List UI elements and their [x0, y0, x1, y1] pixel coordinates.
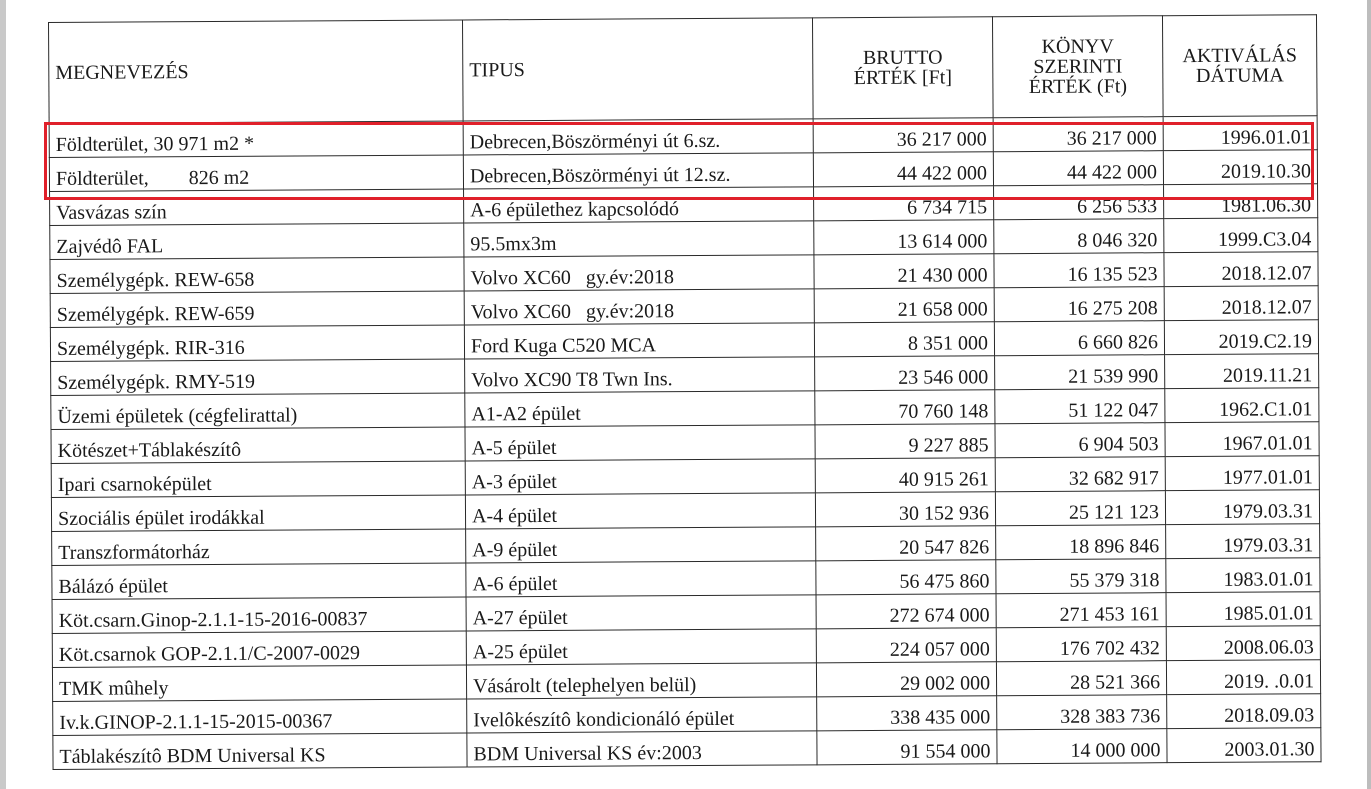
- cell-name: Személygépk. REW-658: [50, 257, 464, 294]
- cell-book-value: 28 521 366: [996, 661, 1166, 696]
- red-highlight-box: [44, 122, 1314, 200]
- table-row: [53, 728, 1321, 770]
- cell-name: Ipari csarnoképület: [51, 461, 465, 498]
- cell-activation-date: 1996.01.01: [1163, 116, 1317, 151]
- cell-activation-date: 1983.01.01: [1166, 558, 1320, 593]
- cell-name: Üzemi épületek (cégfelirattal): [51, 393, 465, 430]
- cell-type: A-9 épület: [466, 527, 816, 563]
- cell-book-value: 32 682 917: [995, 457, 1165, 492]
- cell-name: TMK mûhely: [52, 665, 466, 702]
- cell-gross-value: 30 152 936: [815, 492, 995, 527]
- cell-name: Transzformátorház: [52, 529, 466, 566]
- header-date-line-2: DÁTUMA: [1195, 64, 1284, 87]
- cell-gross-value: 224 057 000: [816, 628, 996, 663]
- header-type: TIPUS: [462, 18, 813, 121]
- header-name: MEGNEVEZÉS: [49, 20, 464, 124]
- cell-book-value: 14 000 000: [997, 729, 1167, 764]
- cell-gross-value: 29 002 000: [816, 662, 996, 697]
- header-gross-line-2: ÉRTÉK [Ft]: [853, 66, 953, 90]
- cell-gross-value: 40 915 261: [815, 458, 995, 493]
- cell-type: Vásárolt (telephelyen belül): [466, 663, 816, 699]
- cell-book-value: 18 896 846: [996, 525, 1166, 560]
- cell-type: Volvo XC90 T8 Twn Ins.: [465, 357, 815, 393]
- cell-gross-value: 70 760 148: [815, 390, 995, 425]
- cell-type: Ford Kuga C520 MCA: [464, 323, 814, 359]
- cell-book-value: 51 122 047: [995, 389, 1165, 424]
- cell-gross-value: 36 217 000: [813, 118, 993, 153]
- header-book-line-3: ÉRTÉK (Ft): [1028, 75, 1128, 99]
- cell-book-value: 21 539 990: [995, 355, 1165, 390]
- cell-type: Debrecen,Böszörményi út 12.sz.: [463, 153, 813, 189]
- cell-book-value: 176 702 432: [996, 627, 1166, 662]
- cell-type: 95.5mx3m: [464, 221, 814, 257]
- cell-name: Táblakészítô BDM Universal KS: [53, 733, 467, 770]
- cell-book-value: 271 453 161: [996, 593, 1166, 628]
- cell-name: Vasvázas szín: [50, 189, 464, 226]
- cell-gross-value: 338 435 000: [817, 696, 997, 731]
- cell-name: Bálázó épület: [52, 563, 466, 600]
- cell-activation-date: 1977.01.01: [1165, 456, 1319, 491]
- cell-gross-value: 8 351 000: [814, 322, 994, 357]
- cell-activation-date: 2019.10.30: [1163, 150, 1317, 185]
- cell-type: A-4 épület: [465, 493, 815, 529]
- cell-gross-value: 272 674 000: [816, 594, 996, 629]
- cell-activation-date: 2018.12.07: [1164, 286, 1318, 321]
- cell-name: Köt.csarn.Ginop-2.1.1-15-2016-00837: [52, 597, 466, 634]
- cell-gross-value: 91 554 000: [817, 730, 997, 765]
- cell-activation-date: 1999.C3.04: [1164, 218, 1318, 253]
- cell-book-value: 8 046 320: [994, 219, 1164, 254]
- cell-type: Debrecen,Böszörményi út 6.sz.: [463, 119, 813, 155]
- cell-activation-date: 2008.06.03: [1166, 626, 1320, 661]
- cell-activation-date: 2018.09.03: [1167, 694, 1321, 729]
- header-activation-date: [1162, 15, 1317, 117]
- cell-book-value: 6 660 826: [994, 321, 1164, 356]
- cell-name: Iv.k.GINOP-2.1.1-15-2015-00367: [53, 699, 467, 736]
- cell-type: A-25 épület: [466, 629, 816, 665]
- cell-name: Földterület, 30 971 m2 *: [49, 121, 463, 158]
- cell-type: A-5 épület: [465, 425, 815, 461]
- cell-name: Személygépk. RMY-519: [51, 359, 465, 396]
- cell-name: Személygépk. RIR-316: [50, 325, 464, 362]
- cell-activation-date: 1967.01.01: [1165, 422, 1319, 457]
- cell-name: Zajvédô FAL: [50, 223, 464, 260]
- cell-activation-date: 2019.11.21: [1165, 354, 1319, 389]
- header-book-line-1: KÖNYV: [1041, 35, 1114, 58]
- cell-book-value: 6 256 533: [994, 185, 1164, 220]
- ledger-body: [49, 116, 1321, 770]
- cell-type: A-3 épület: [465, 459, 815, 495]
- cell-activation-date: 2003.01.30: [1167, 728, 1321, 763]
- cell-book-value: 55 379 318: [996, 559, 1166, 594]
- cell-name: Köt.csarnok GOP-2.1.1/C-2007-0029: [52, 631, 466, 668]
- cell-book-value: 44 422 000: [993, 151, 1163, 186]
- cell-gross-value: 13 614 000: [814, 220, 994, 255]
- cell-type: BDM Universal KS év:2003: [467, 731, 817, 767]
- cell-type: A-6 épület: [466, 561, 816, 597]
- header-gross-value: [812, 17, 993, 119]
- cell-gross-value: 9 227 885: [815, 424, 995, 459]
- cell-gross-value: 6 734 715: [814, 186, 994, 221]
- cell-name: Kötészet+Táblakészítô: [51, 427, 465, 464]
- cell-activation-date: 1979.03.31: [1166, 524, 1320, 559]
- cell-book-value: 25 121 123: [995, 491, 1165, 526]
- header-gross-line-1: BRUTTO: [862, 46, 943, 70]
- cell-book-value: 16 275 208: [994, 287, 1164, 322]
- header-row: [49, 15, 1318, 124]
- cell-name: Földterület, 826 m2: [49, 155, 463, 192]
- cell-type: A-6 épülethez kapcsolódó: [464, 187, 814, 223]
- cell-name: Személygépk. REW-659: [50, 291, 464, 328]
- cell-gross-value: 20 547 826: [816, 526, 996, 561]
- cell-activation-date: 1985.01.01: [1166, 592, 1320, 627]
- cell-activation-date: 1979.03.31: [1165, 490, 1319, 525]
- cell-gross-value: 21 658 000: [814, 288, 994, 323]
- cell-type: Volvo XC60 gy.év:2018: [464, 255, 814, 291]
- cell-activation-date: 2018.12.07: [1164, 252, 1318, 287]
- cell-activation-date: 1981.06.30: [1164, 184, 1318, 219]
- cell-type: Ivelôkészítô kondicionáló épület: [467, 697, 817, 733]
- cell-type: A1-A2 épület: [465, 391, 815, 427]
- header-book-value: [992, 16, 1163, 118]
- cell-type: Volvo XC60 gy.év:2018: [464, 289, 814, 325]
- cell-activation-date: 2019. .0.01: [1166, 660, 1320, 695]
- cell-gross-value: 21 430 000: [814, 254, 994, 289]
- header-date-line-1: AKTIVÁLÁS: [1182, 44, 1298, 68]
- cell-type: A-27 épület: [466, 595, 816, 631]
- cell-book-value: 16 135 523: [994, 253, 1164, 288]
- cell-gross-value: 23 546 000: [815, 356, 995, 391]
- cell-book-value: 36 217 000: [993, 117, 1163, 152]
- cell-gross-value: 44 422 000: [813, 152, 993, 187]
- scan-right-edge: [1367, 0, 1371, 789]
- cell-book-value: 328 383 736: [997, 695, 1167, 730]
- scan-left-edge: [0, 0, 6, 789]
- header-book-line-2: SZERINTI: [1033, 55, 1123, 78]
- cell-gross-value: 56 475 860: [816, 560, 996, 595]
- cell-book-value: 6 904 503: [995, 423, 1165, 458]
- cell-activation-date: 2019.C2.19: [1164, 320, 1318, 355]
- cell-activation-date: 1962.C1.01: [1165, 388, 1319, 423]
- cell-name: Szociális épület irodákkal: [51, 495, 465, 532]
